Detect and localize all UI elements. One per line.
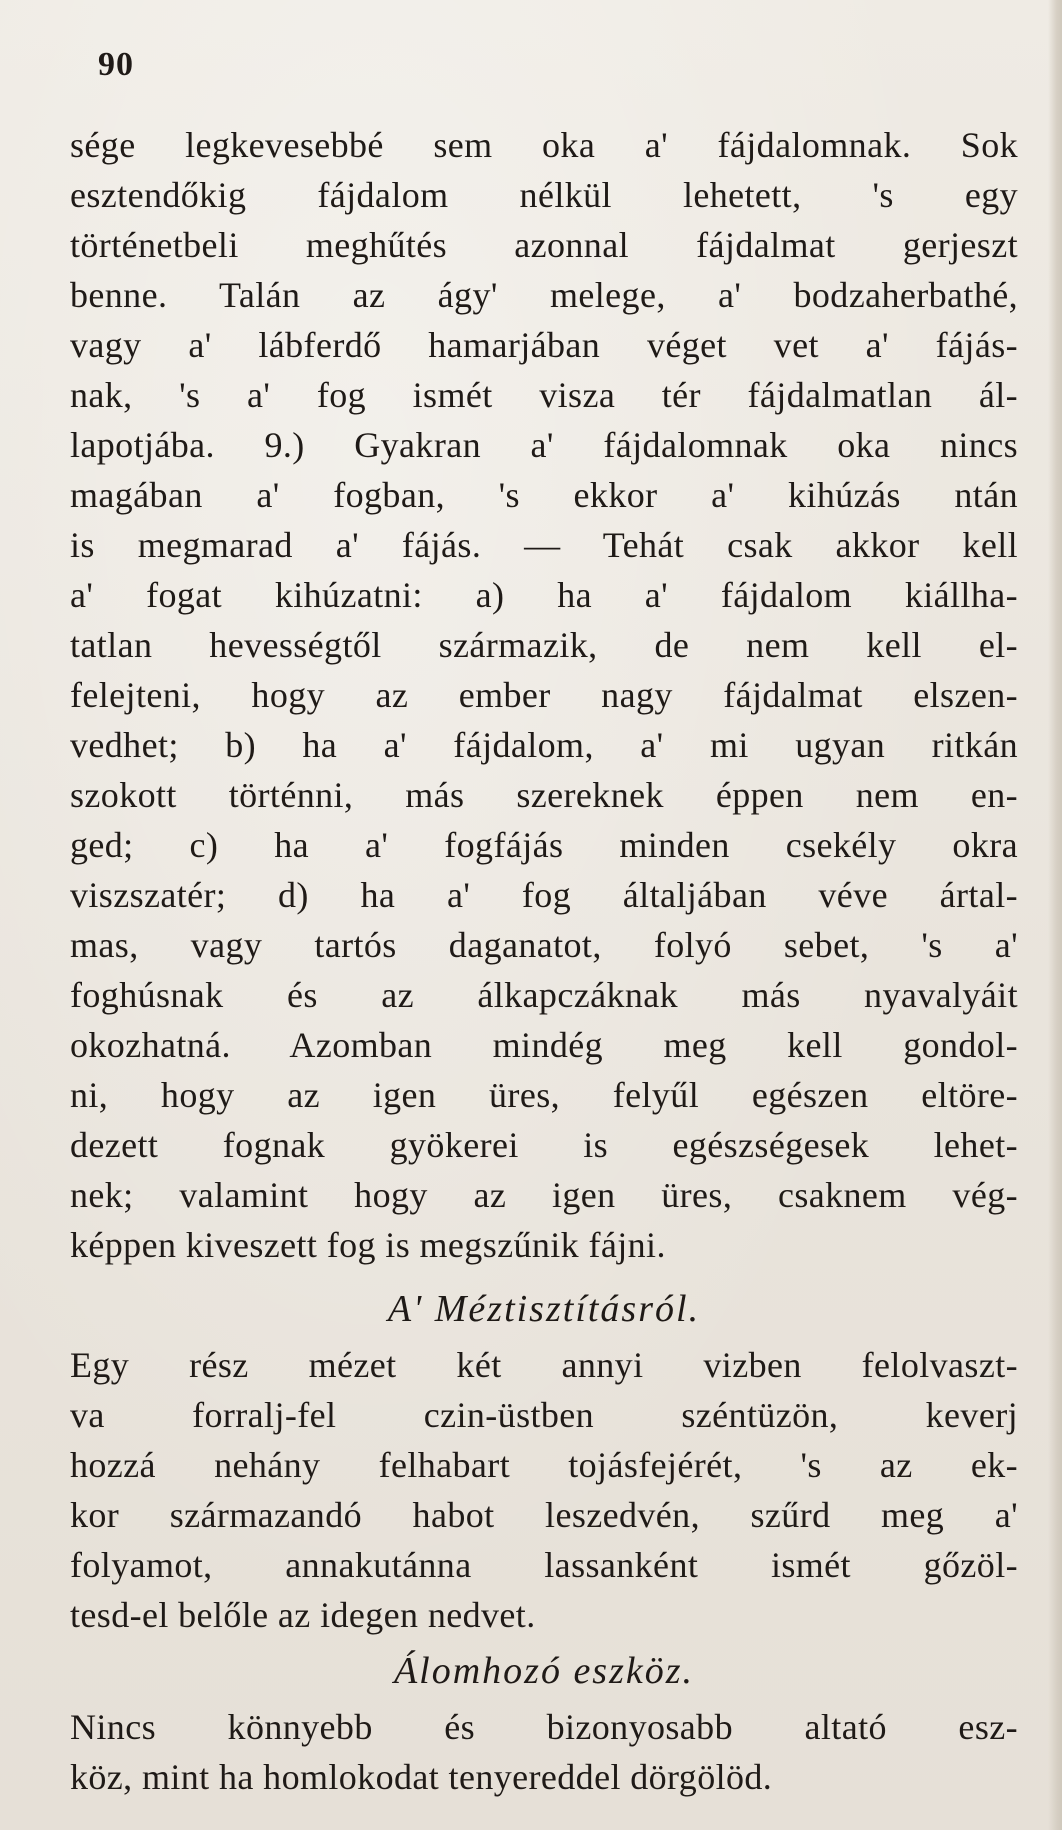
text-line: folyamot, annakutánna lassanként ismét gőzöl-: [70, 1545, 1018, 1585]
text-line: vedhet; b) ha a' fájdalom, a' mi ugyan ritkán: [70, 725, 1018, 765]
text-line: felejteni, hogy az ember nagy fájdalmat elszen-: [70, 675, 1018, 715]
section-heading-meztisztitas: A' Méztisztításról.: [387, 1288, 701, 1330]
text-line: esztendőkig fájdalom nélkül lehetett, 's egy: [70, 175, 1018, 215]
text-line: sége legkevesebbé sem oka a' fájdalomnak. Sok: [70, 125, 1018, 165]
text-line: va forralj-fel czin-üstben széntüzön, keverj: [70, 1395, 1018, 1435]
text-line: kor származandó habot leszedvén, szűrd meg a': [70, 1495, 1018, 1535]
text-line: a' fogat kihúzatni: a) ha a' fájdalom kiállha-: [70, 575, 1018, 615]
page-text: [70, 120, 1018, 1802]
paragraph-alomhozo: [70, 1702, 1018, 1802]
text-line: ged; c) ha a' fogfájás minden csekély okra: [70, 825, 1018, 865]
text-line: ni, hogy az igen üres, felyűl egészen eltöre-: [70, 1075, 1018, 1115]
section-heading-alomhozo: Álomhozó eszköz.: [393, 1650, 695, 1692]
text-line: Egy rész mézet két annyi vizben felolvaszt-: [70, 1345, 1018, 1385]
text-line: képpen kiveszett fog is megszűnik fájni.: [70, 1225, 666, 1265]
text-line: történetbeli meghűtés azonnal fájdalmat gerjeszt: [70, 225, 1018, 265]
text-line: is megmarad a' fájás. — Tehát csak akkor kell: [70, 525, 1018, 565]
text-line: vagy a' lábferdő hamarjában véget vet a' fájás-: [70, 325, 1018, 365]
text-line: dezett fognak gyökerei is egészségesek lehet-: [70, 1125, 1018, 1165]
text-line: lapotjába. 9.) Gyakran a' fájdalomnak oka nincs: [70, 425, 1018, 465]
text-line: viszszatér; d) ha a' fog általjában véve ártal-: [70, 875, 1018, 915]
text-line: okozhatná. Azomban mindég meg kell gondol-: [70, 1025, 1018, 1065]
text-line: magában a' fogban, 's ekkor a' kihúzás ntán: [70, 475, 1018, 515]
paragraph-meztisztitas: [70, 1340, 1018, 1640]
text-line: köz, mint ha homlokodat tenyereddel dörgölöd.: [70, 1757, 773, 1797]
text-line: Nincs könnyebb és bizonyosabb altató esz-: [70, 1707, 1018, 1747]
page-number: 90: [98, 46, 134, 83]
text-line: mas, vagy tartós daganatot, folyó sebet, 's a': [70, 925, 1018, 965]
text-line: nak, 's a' fog ismét visza tér fájdalmatlan ál-: [70, 375, 1018, 415]
text-line: szokott történni, más szereknek éppen nem en-: [70, 775, 1018, 815]
text-line: nek; valamint hogy az igen üres, csaknem vég-: [70, 1175, 1018, 1215]
paragraph-continuation: [70, 120, 1018, 1270]
text-line: hozzá nehány felhabart tojásfejérét, 's az ek-: [70, 1445, 1018, 1485]
text-line: benne. Talán az ágy' melege, a' bodzaherbathé,: [70, 275, 1018, 315]
text-line: foghúsnak és az álkapczáknak más nyavalyáit: [70, 975, 1018, 1015]
text-line: tesd-el belőle az idegen nedvet.: [70, 1595, 536, 1635]
page-edge-shadow: [1048, 0, 1062, 1830]
text-line: tatlan hevességtől származik, de nem kell el-: [70, 625, 1018, 665]
